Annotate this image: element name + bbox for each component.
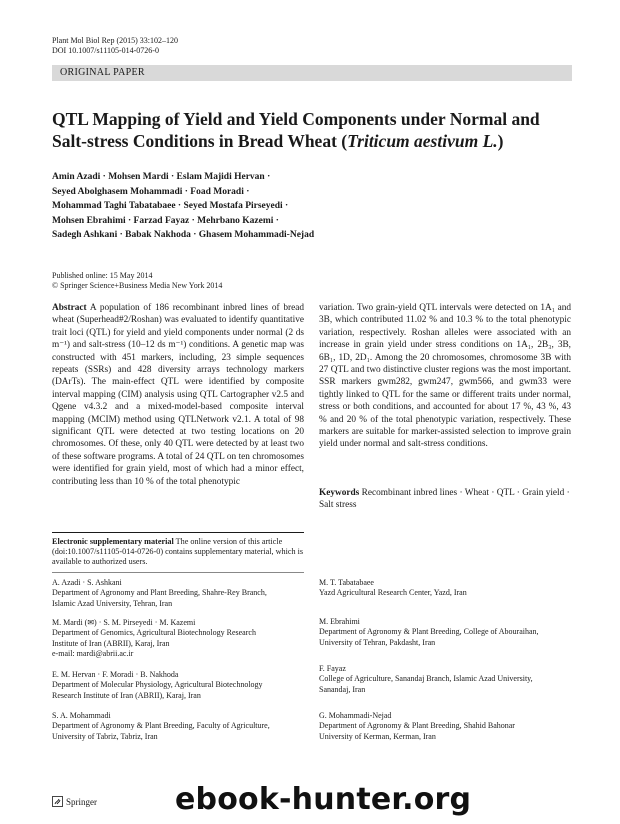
affiliation-block	[319, 578, 574, 599]
affiliation-line: University of Tabriz, Tabriz, Iran	[52, 731, 158, 741]
affiliation-line: Department of Agronomy & Plant Breeding, College of Abouraihan,	[319, 627, 539, 637]
affiliation-line: Yazd Agricultural Research Center, Yazd, Iran	[319, 588, 467, 598]
publication-info	[52, 271, 222, 291]
affiliation-line: Department of Agronomy & Plant Breeding, Faculty of Agriculture,	[52, 721, 270, 731]
esm-divider	[52, 532, 304, 533]
affiliation-line: University of Kerman, Kerman, Iran	[319, 731, 436, 741]
abstract-text-left: A population of 186 recombinant inbred lines of bread wheat (Superhead#2/Roshan) was evaluated to identify quantitative trait loci (QTL) for yield and yield components under normal (2 ds m⁻¹) and salt-stress (10–12 ds m⁻¹) conditions. A genetic map was constructed with 451 markers, including, 23 simple sequences repeats (SSRs) and 428 diversity arrays technology markers (DArTs). The main-effect QTL were identified by composite interval mapping (CIM) analysis using QTL Cartographer v2.5 and Qgene v4.3.2 and a mixed-model-based composite interval mapping (MCIM) method using QTLNetwork v2.1. A total of 98 significant QTL were detected at two testing locations on 20 chromosomes. Of these, only 40 QTL were detected by at least two of these software programs. A total of 24 QTL on ten chromosomes were identified for grain yield, most of which had a minor effect, contributing less than 10 % of the total phenotypic	[52, 303, 305, 487]
abstract-column-right	[319, 302, 571, 451]
publisher-mark	[52, 796, 97, 807]
author-line: Sadegh Ashkani · Babak Nakhoda · Ghasem Mohammadi-Nejad	[52, 230, 315, 240]
affiliation-line: Department of Molecular Physiology, Agricultural Biotechnology	[52, 680, 263, 690]
affiliation-block	[52, 711, 307, 742]
affiliation-names: S. A. Mohammadi	[52, 711, 111, 720]
affiliation-line: Department of Genomics, Agricultural Biotechnology Research	[52, 628, 256, 638]
keywords	[319, 487, 571, 512]
journal-citation: Plant Mol Biol Rep (2015) 33:102–120	[52, 36, 178, 45]
affiliation-line: College of Agriculture, Sanandaj Branch, Islamic Azad University,	[319, 674, 533, 684]
abstract-label: Abstract	[52, 303, 87, 313]
affiliation-block	[52, 670, 307, 701]
affiliation-email: e-mail: mardi@abrii.ac.ir	[52, 648, 134, 658]
affiliation-names: A. Azadi · S. Ashkani	[52, 578, 122, 587]
affiliation-names: M. Mardi (✉) · S. M. Pirseyedi · M. Kazemi	[52, 618, 196, 627]
journal-header	[52, 36, 178, 56]
affiliation-line: Sanandaj, Iran	[319, 684, 366, 694]
affiliation-line: Department of Agronomy and Plant Breeding, Shahre-Rey Branch,	[52, 588, 267, 598]
affiliation-line: Research Institute of Iran (ABRII), Karaj, Iran	[52, 690, 201, 700]
affiliation-line: Department of Agronomy & Plant Breeding, Shahid Bahonar	[319, 721, 515, 731]
author-line: Seyed Abolghasem Mohammadi · Foad Moradi ·	[52, 186, 250, 197]
springer-logo-icon	[52, 796, 63, 807]
affiliation-block	[319, 711, 574, 742]
abstract-text-right: variation. Two grain-yield QTL intervals were detected on 1A₁ and 3B, which contributed 11.02 % and 10.3 % to the total phenotypic variation, respectively. Roshan alleles were associated with an increase in grain yield under stress conditions on 1A₁, 2B₃, 3B, 6B₁, 1D, 2D₁. Among the 20 chromosomes, chromosome 3B with 27 QTL and two distinctive cluster regions was the most important. SSR markers gwm282, gwm247, gwm566, and gwm33 were tightly linked to QTL for the same or different traits under normal, stress or both conditions, and accounted for about 17 %, 43 %, 43 % and 20 % of the total phenotypic variation, respectively. These markers are suitable for marker-assisted selection to improve grain yield under normal and salt-stress conditions.	[319, 303, 571, 450]
affiliation-line: Institute of Iran (ABRII), Karaj, Iran	[52, 638, 170, 648]
esm-label: Electronic supplementary material	[52, 537, 174, 546]
affiliation-block	[52, 578, 307, 609]
doi-line: DOI 10.1007/s11105-014-0726-0	[52, 46, 159, 55]
publisher-name: Springer	[66, 796, 97, 807]
author-line: Mohammad Taghi Tabatabaee · Seyed Mostafa Pirseyedi ·	[52, 201, 289, 211]
keywords-label: Keywords	[319, 488, 360, 498]
affiliation-names: F. Fayaz	[319, 664, 346, 673]
abstract-column-left	[52, 302, 304, 488]
esm-text: The online version of this article (doi:10.1007/s11105-014-0726-0) contains supplementary material, which is available to authorized users.	[52, 537, 304, 566]
affiliation-block	[52, 618, 307, 659]
esm-note	[52, 537, 304, 567]
affiliation-block	[319, 664, 574, 695]
title-close: )	[497, 131, 504, 151]
author-list	[52, 170, 492, 243]
paper-title	[52, 108, 572, 152]
watermark: ebook-hunter.org	[175, 782, 472, 817]
copyright: © Springer Science+Business Media New York 2014	[52, 281, 223, 290]
affiliation-names: G. Mohammadi-Nejad	[319, 711, 392, 720]
author-line: Mohsen Ebrahimi · Farzad Fayaz · Mehrbano Kazemi ·	[52, 215, 279, 226]
author-line: Amin Azadi · Mohsen Mardi · Eslam Majidi Hervan ·	[52, 172, 271, 182]
section-tag: ORIGINAL PAPER	[60, 67, 145, 78]
affiliation-names: M. Ebrahimi	[319, 617, 360, 626]
title-main: QTL Mapping of Yield and Yield Components under Normal and Salt-stress Conditions in Bread Wheat (	[52, 109, 540, 151]
affiliation-divider	[52, 572, 304, 573]
affiliation-names: M. T. Tabatabaee	[319, 578, 374, 587]
published-date: Published online: 15 May 2014	[52, 271, 153, 280]
keywords-text: Recombinant inbred lines · Wheat · QTL · Grain yield · Salt stress	[319, 488, 570, 511]
affiliation-line: University of Tehran, Pakdasht, Iran	[319, 637, 436, 647]
title-species: Triticum aestivum L.	[347, 131, 498, 151]
affiliation-line: Islamic Azad University, Tehran, Iran	[52, 598, 173, 608]
affiliation-names: E. M. Hervan · F. Moradi · B. Nakhoda	[52, 670, 179, 679]
affiliation-block	[319, 617, 574, 648]
